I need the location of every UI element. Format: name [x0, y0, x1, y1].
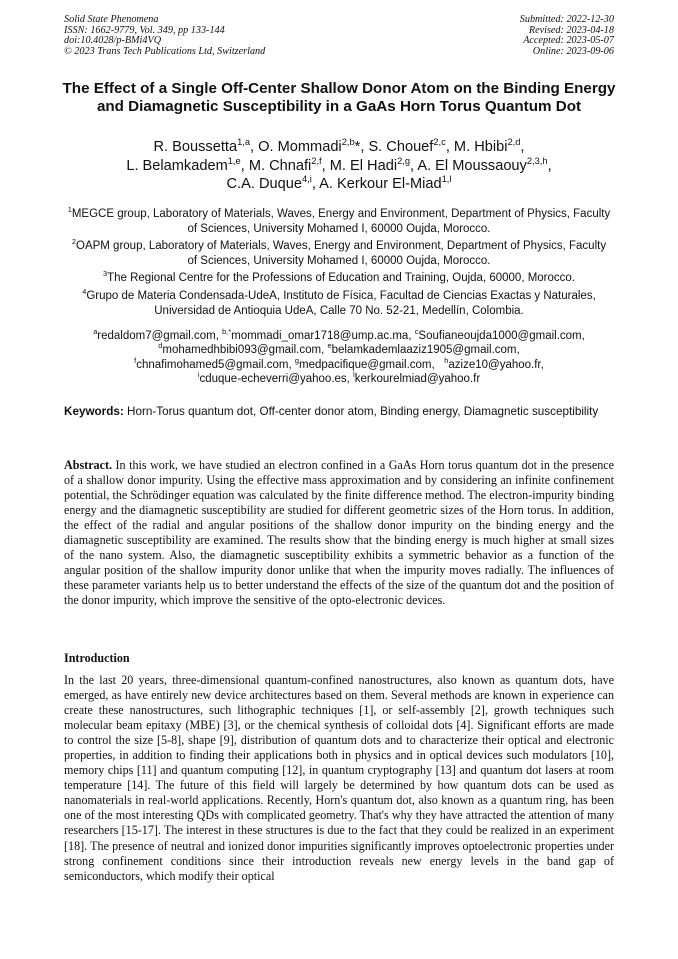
author-affil-sup: 2,f: [311, 155, 322, 166]
journal-info: [64, 15, 265, 57]
author-line: C.A. Duque$^{4,i}$, A. Kerkour El-Miad$^{1,l}$: [226, 174, 452, 193]
email-h[interactable]: azize10@yahoo.fr,: [448, 358, 544, 371]
email-line: $^f$chnafimohamed5@gmail.com, $^g$medpacifique@gmail.com, $^h$azize10@yahoo.fr,: [134, 355, 544, 371]
date-submitted: Submitted: 2022-12-30: [519, 14, 614, 25]
date-online: Online: 2023-09-06: [532, 45, 614, 57]
introduction-heading: Introduction: [64, 651, 130, 665]
author-affil-sup: 2,c: [433, 137, 446, 148]
email-e[interactable]: belamkademlaaziz1905@gmail.com,: [331, 344, 520, 357]
email-f[interactable]: chnafimohamed5@gmail.com,: [136, 358, 292, 371]
journal-name: Solid State Phenomena: [64, 14, 159, 25]
corresponding-author-mark: *: [354, 139, 361, 155]
author-affil-sup: 2,3,h: [526, 155, 548, 166]
author-name: R. Boussetta: [153, 139, 238, 155]
author-affil-sup: 1,a: [237, 137, 251, 148]
affiliation-2: $^2$OAPM group, Laboratory of Materials, Waves, Energy and Environment, Department of Physics, Faculty of Sciences, University Mohamed I, 60000 Oujda, Morocco.: [71, 237, 607, 267]
introduction-text: In the last 20 years, three-dimensional quantum-confined nanostructures, also known as quantum dots, have emerged, as have entirely new device architectures based on them. Several methods are known in experience can create these nanostructures, such lithographic techniques [1], or self-assembly [2], growth techniques such molecular beam epitaxy (MBE) [3], or the chemical synthesis of colloidal dots [4]. Significant efforts are made to control the size [5-8], shape [9], distribution of quantum dots and to characterize their optical and electronic properties, in addition to finding their applications both in physics and in optical devices such modulators [10], memory chips [11] and quantum computing [12], in quantum cryptography [13] and quantum dot lasers at room temperature [14]. The future of this field will largely be determined by how quantum dots can be used as nanomaterials in real-world applications. Recently, Horn's quantum dot, also known as a quantum ring, has been one of the most interesting QDs with complicated geometry. That's why they have attracted the attention of many researchers [15-17]. The interest in these structures is due to the fact that they could be realized in an experiment [18]. The presence of neutral and ionized donor impurities significantly improves optoelectronic properties under strong confinement conditions since their introduction reveals new energy levels in the band gap of semiconductors, which modify their optical: [64, 673, 614, 883]
author-name: M. Hbibi: [453, 139, 508, 155]
author-name: A. El Moussaouy: [417, 157, 527, 174]
author-name: O. Mommadi: [258, 139, 342, 155]
abstract-text: In this work, we have studied an electron confined in a GaAs Horn torus quantum dot in the presence of a shallow donor impurity. Using the effective mass approximation and by considering an infinite confinement potential, the Schrödinger equation was calculated by the finite difference method. The electron-impurity binding energy and the diamagnetic susceptibility are studied for different geometric sizes of the Horn torus. In addition, the effect of the radial and angular positions of the shallow donor impurity on the binding energy and the diamagnetic susceptibility are examined. The results show that the binding energy is much higher at small sizes of the nano system. Also, the diamagnetic susceptibility exhibits a symmetric behavior as a function of the angular position of the shallow impurity donor unlike that when the impurity moves radially. The influences of these parameter variants help us to better understand the effects of the size of the quantum dot and the position of the donor impurity, which improve the sensitive of the opto-electronic devices.: [64, 458, 614, 608]
journal-copyright: © 2023 Trans Tech Publications Ltd, Switzerland: [64, 45, 266, 57]
email-b[interactable]: mommadi_omar1718@ump.ac.ma,: [231, 330, 412, 342]
publication-dates: [520, 15, 614, 57]
author-name: M. El Hadi: [329, 157, 398, 174]
author-affil-sup: 1,e: [227, 155, 241, 166]
author-name: L. Belamkadem: [126, 157, 228, 174]
author-affil-sup: 1,l: [441, 174, 452, 185]
abstract: [64, 458, 614, 608]
email-a[interactable]: redaldom7@gmail.com,: [97, 330, 219, 342]
affiliation-1: $^1$MEGCE group, Laboratory of Materials, Waves, Energy and Environment, Department of Physics, Faculty of Sciences, University Mohamed I, 60000 Oujda, Morocco.: [67, 205, 611, 235]
email-line: $^i$cduque-echeverri@yahoo.es, $^l$kerkourelmiad@yahoo.fr: [197, 370, 481, 386]
author-list: [60, 138, 618, 194]
author-affil-sup: 2,d: [507, 137, 521, 148]
author-name: A. Kerkour El-Miad: [319, 176, 442, 193]
email-i[interactable]: cduque-echeverri@yahoo.es,: [199, 373, 350, 386]
keywords-label: Keywords:: [64, 405, 124, 418]
email-line: $^d$mohamedhbibi093@gmail.com, $^e$belamkademlaaziz1905@gmail.com,: [158, 341, 520, 357]
email-line: $^a$redaldom7@gmail.com, $^{b,*}$mommadi_omar1718@ump.ac.ma, $^c$Soufianeoujda1000@gmail.com,: [93, 327, 585, 342]
email-list: [66, 329, 612, 387]
author-affil-sup: 2,b: [341, 137, 355, 148]
author-affil-sup: 4,i: [301, 174, 312, 185]
affiliation-3: $^3$The Regional Centre for the Professions of Education and Training, Oujda, 60000, Morocco.: [102, 269, 576, 285]
date-accepted: Accepted: 2023-05-07: [523, 35, 614, 47]
author-line: L. Belamkadem$^{1,e}$, M. Chnafi$^{2,f}$, M. El Hadi$^{2,g}$, A. El Moussaouy$^{2,3,h}$,: [126, 155, 552, 174]
email-d[interactable]: mohamedhbibi093@gmail.com,: [162, 344, 325, 357]
journal-issn: ISSN: 1662-9779, Vol. 349, pp 133-144: [64, 24, 225, 36]
affiliation-list: [66, 207, 612, 321]
paper-title: The Effect of a Single Off-Center Shallow Donor Atom on the Binding Energy and Diamagnetic Susceptibility in a GaAs Horn Torus Quantum Dot: [62, 80, 616, 115]
author-name: M. Chnafi: [248, 157, 312, 174]
email-g[interactable]: medpacifique@gmail.com,: [299, 358, 435, 371]
author-name: C.A. Duque: [226, 176, 302, 193]
keywords-text: Horn-Torus quantum dot, Off-center donor atom, Binding energy, Diamagnetic susceptibility: [127, 405, 599, 418]
affiliation-4: $^4$Grupo de Materia Condensada-UdeA, Instituto de Física, Facultad de Ciencias Exactas y Naturales, Universidad de Antioquia UdeA, Calle 70 No. 52-21, Medellín, Colombia.: [82, 287, 596, 317]
journal-doi: doi:10.4028/p-BMi4VQ: [64, 35, 162, 47]
author-line: R. Boussetta$^{1,a}$, O. Mommadi$^{2,b}$*, S. Chouef$^{2,c}$, M. Hbibi$^{2,d}$,: [153, 137, 525, 155]
email-l[interactable]: kerkourelmiad@yahoo.fr: [354, 373, 481, 386]
email-c[interactable]: Soufianeoujda1000@gmail.com,: [418, 330, 585, 342]
abstract-label: Abstract.: [64, 458, 113, 472]
author-affil-sup: 2,g: [397, 155, 411, 166]
author-name: S. Chouef: [368, 139, 434, 155]
date-revised: Revised: 2023-04-18: [528, 24, 614, 36]
keywords: [64, 405, 614, 419]
